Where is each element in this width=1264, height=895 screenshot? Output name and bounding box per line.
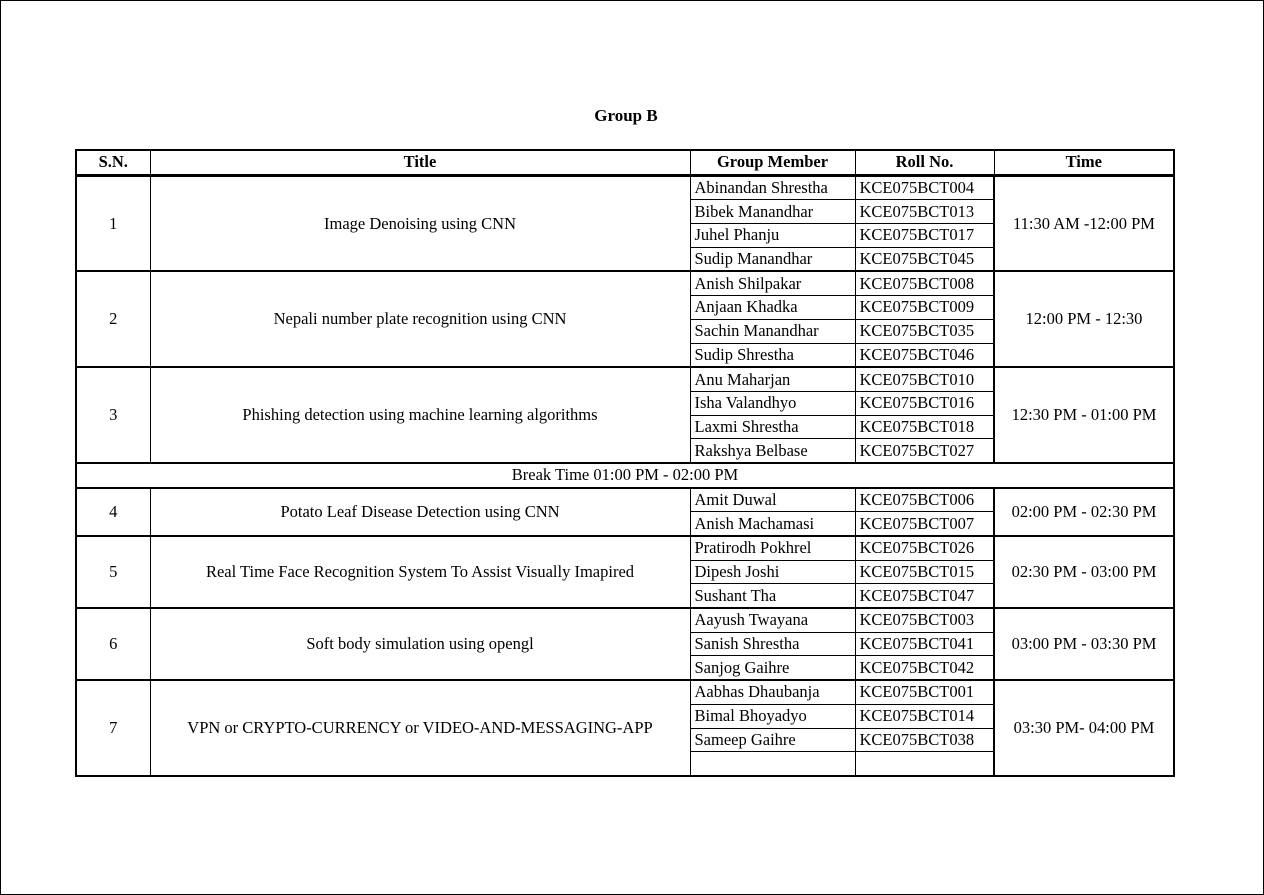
- table-row: [76, 367, 1174, 391]
- time-slot: 03:30 PM- 04:00 PM: [994, 680, 1174, 776]
- member-name: Sudip Shrestha: [690, 343, 855, 367]
- roll-number: KCE075BCT009: [855, 296, 994, 320]
- time-slot: 02:00 PM - 02:30 PM: [994, 488, 1174, 536]
- member-name: Juhel Phanju: [690, 224, 855, 248]
- roll-number: KCE075BCT047: [855, 584, 994, 608]
- member-name: Isha Valandhyo: [690, 391, 855, 415]
- project-title: Real Time Face Recognition System To Assist Visually Imapired: [150, 536, 690, 608]
- member-name: [690, 752, 855, 776]
- member-name: Pratirodh Pokhrel: [690, 536, 855, 560]
- roll-number: KCE075BCT007: [855, 512, 994, 536]
- roll-number: KCE075BCT010: [855, 367, 994, 391]
- member-name: Bimal Bhoyadyo: [690, 704, 855, 728]
- time-slot: 11:30 AM -12:00 PM: [994, 175, 1174, 271]
- roll-number: KCE075BCT008: [855, 271, 994, 295]
- member-name: Anish Shilpakar: [690, 271, 855, 295]
- serial-number: 6: [76, 608, 150, 680]
- roll-number: KCE075BCT017: [855, 224, 994, 248]
- roll-number: KCE075BCT014: [855, 704, 994, 728]
- project-title: Image Denoising using CNN: [150, 175, 690, 271]
- member-name: Bibek Manandhar: [690, 200, 855, 224]
- member-name: Rakshya Belbase: [690, 439, 855, 463]
- project-title: Nepali number plate recognition using CNN: [150, 271, 690, 367]
- member-name: Abinandan Shrestha: [690, 175, 855, 200]
- member-name: Amit Duwal: [690, 488, 855, 512]
- header-time: Time: [994, 150, 1174, 175]
- member-name: Anish Machamasi: [690, 512, 855, 536]
- member-name: Sushant Tha: [690, 584, 855, 608]
- project-title: Potato Leaf Disease Detection using CNN: [150, 488, 690, 536]
- header-roll-no: Roll No.: [855, 150, 994, 175]
- page-title: Group B: [594, 106, 658, 125]
- table-row: [76, 271, 1174, 295]
- time-slot: 03:00 PM - 03:30 PM: [994, 608, 1174, 680]
- project-title: Phishing detection using machine learning algorithms: [150, 367, 690, 463]
- roll-number: KCE075BCT013: [855, 200, 994, 224]
- roll-number: KCE075BCT001: [855, 680, 994, 704]
- roll-number: KCE075BCT016: [855, 391, 994, 415]
- table-row: [76, 680, 1174, 704]
- roll-number: KCE075BCT035: [855, 319, 994, 343]
- table-row: [76, 608, 1174, 632]
- roll-number: KCE075BCT042: [855, 656, 994, 680]
- member-name: Sameep Gaihre: [690, 728, 855, 752]
- member-name: Laxmi Shrestha: [690, 415, 855, 439]
- table-row: [76, 488, 1174, 512]
- serial-number: 1: [76, 175, 150, 271]
- serial-number: 5: [76, 536, 150, 608]
- serial-number: 2: [76, 271, 150, 367]
- roll-number: KCE075BCT027: [855, 439, 994, 463]
- roll-number: KCE075BCT004: [855, 175, 994, 200]
- roll-number: KCE075BCT018: [855, 415, 994, 439]
- roll-number: KCE075BCT041: [855, 632, 994, 656]
- member-name: Sanjog Gaihre: [690, 656, 855, 680]
- member-name: Sudip Manandhar: [690, 247, 855, 271]
- roll-number: KCE075BCT003: [855, 608, 994, 632]
- member-name: Sanish Shrestha: [690, 632, 855, 656]
- serial-number: 4: [76, 488, 150, 536]
- project-title: Soft body simulation using opengl: [150, 608, 690, 680]
- break-row: [76, 463, 1174, 488]
- roll-number: KCE075BCT006: [855, 488, 994, 512]
- header-row: [76, 150, 1174, 175]
- roll-number: [855, 752, 994, 776]
- table-row: [76, 536, 1174, 560]
- member-name: Anjaan Khadka: [690, 296, 855, 320]
- roll-number: KCE075BCT038: [855, 728, 994, 752]
- serial-number: 7: [76, 680, 150, 776]
- break-time-label: Break Time 01:00 PM - 02:00 PM: [76, 463, 1174, 488]
- header-sn: S.N.: [76, 150, 150, 175]
- member-name: Aabhas Dhaubanja: [690, 680, 855, 704]
- roll-number: KCE075BCT045: [855, 247, 994, 271]
- time-slot: 02:30 PM - 03:00 PM: [994, 536, 1174, 608]
- member-name: Dipesh Joshi: [690, 560, 855, 584]
- time-slot: 12:00 PM - 12:30: [994, 271, 1174, 367]
- roll-number: KCE075BCT046: [855, 343, 994, 367]
- serial-number: 3: [76, 367, 150, 463]
- header-group-member: Group Member: [690, 150, 855, 175]
- roll-number: KCE075BCT015: [855, 560, 994, 584]
- header-title: Title: [150, 150, 690, 175]
- project-title: VPN or CRYPTO-CURRENCY or VIDEO-AND-MESSAGING-APP: [150, 680, 690, 776]
- member-name: Anu Maharjan: [690, 367, 855, 391]
- member-name: Aayush Twayana: [690, 608, 855, 632]
- member-name: Sachin Manandhar: [690, 319, 855, 343]
- table-row: [76, 175, 1174, 200]
- schedule-table: [75, 149, 1175, 777]
- time-slot: 12:30 PM - 01:00 PM: [994, 367, 1174, 463]
- roll-number: KCE075BCT026: [855, 536, 994, 560]
